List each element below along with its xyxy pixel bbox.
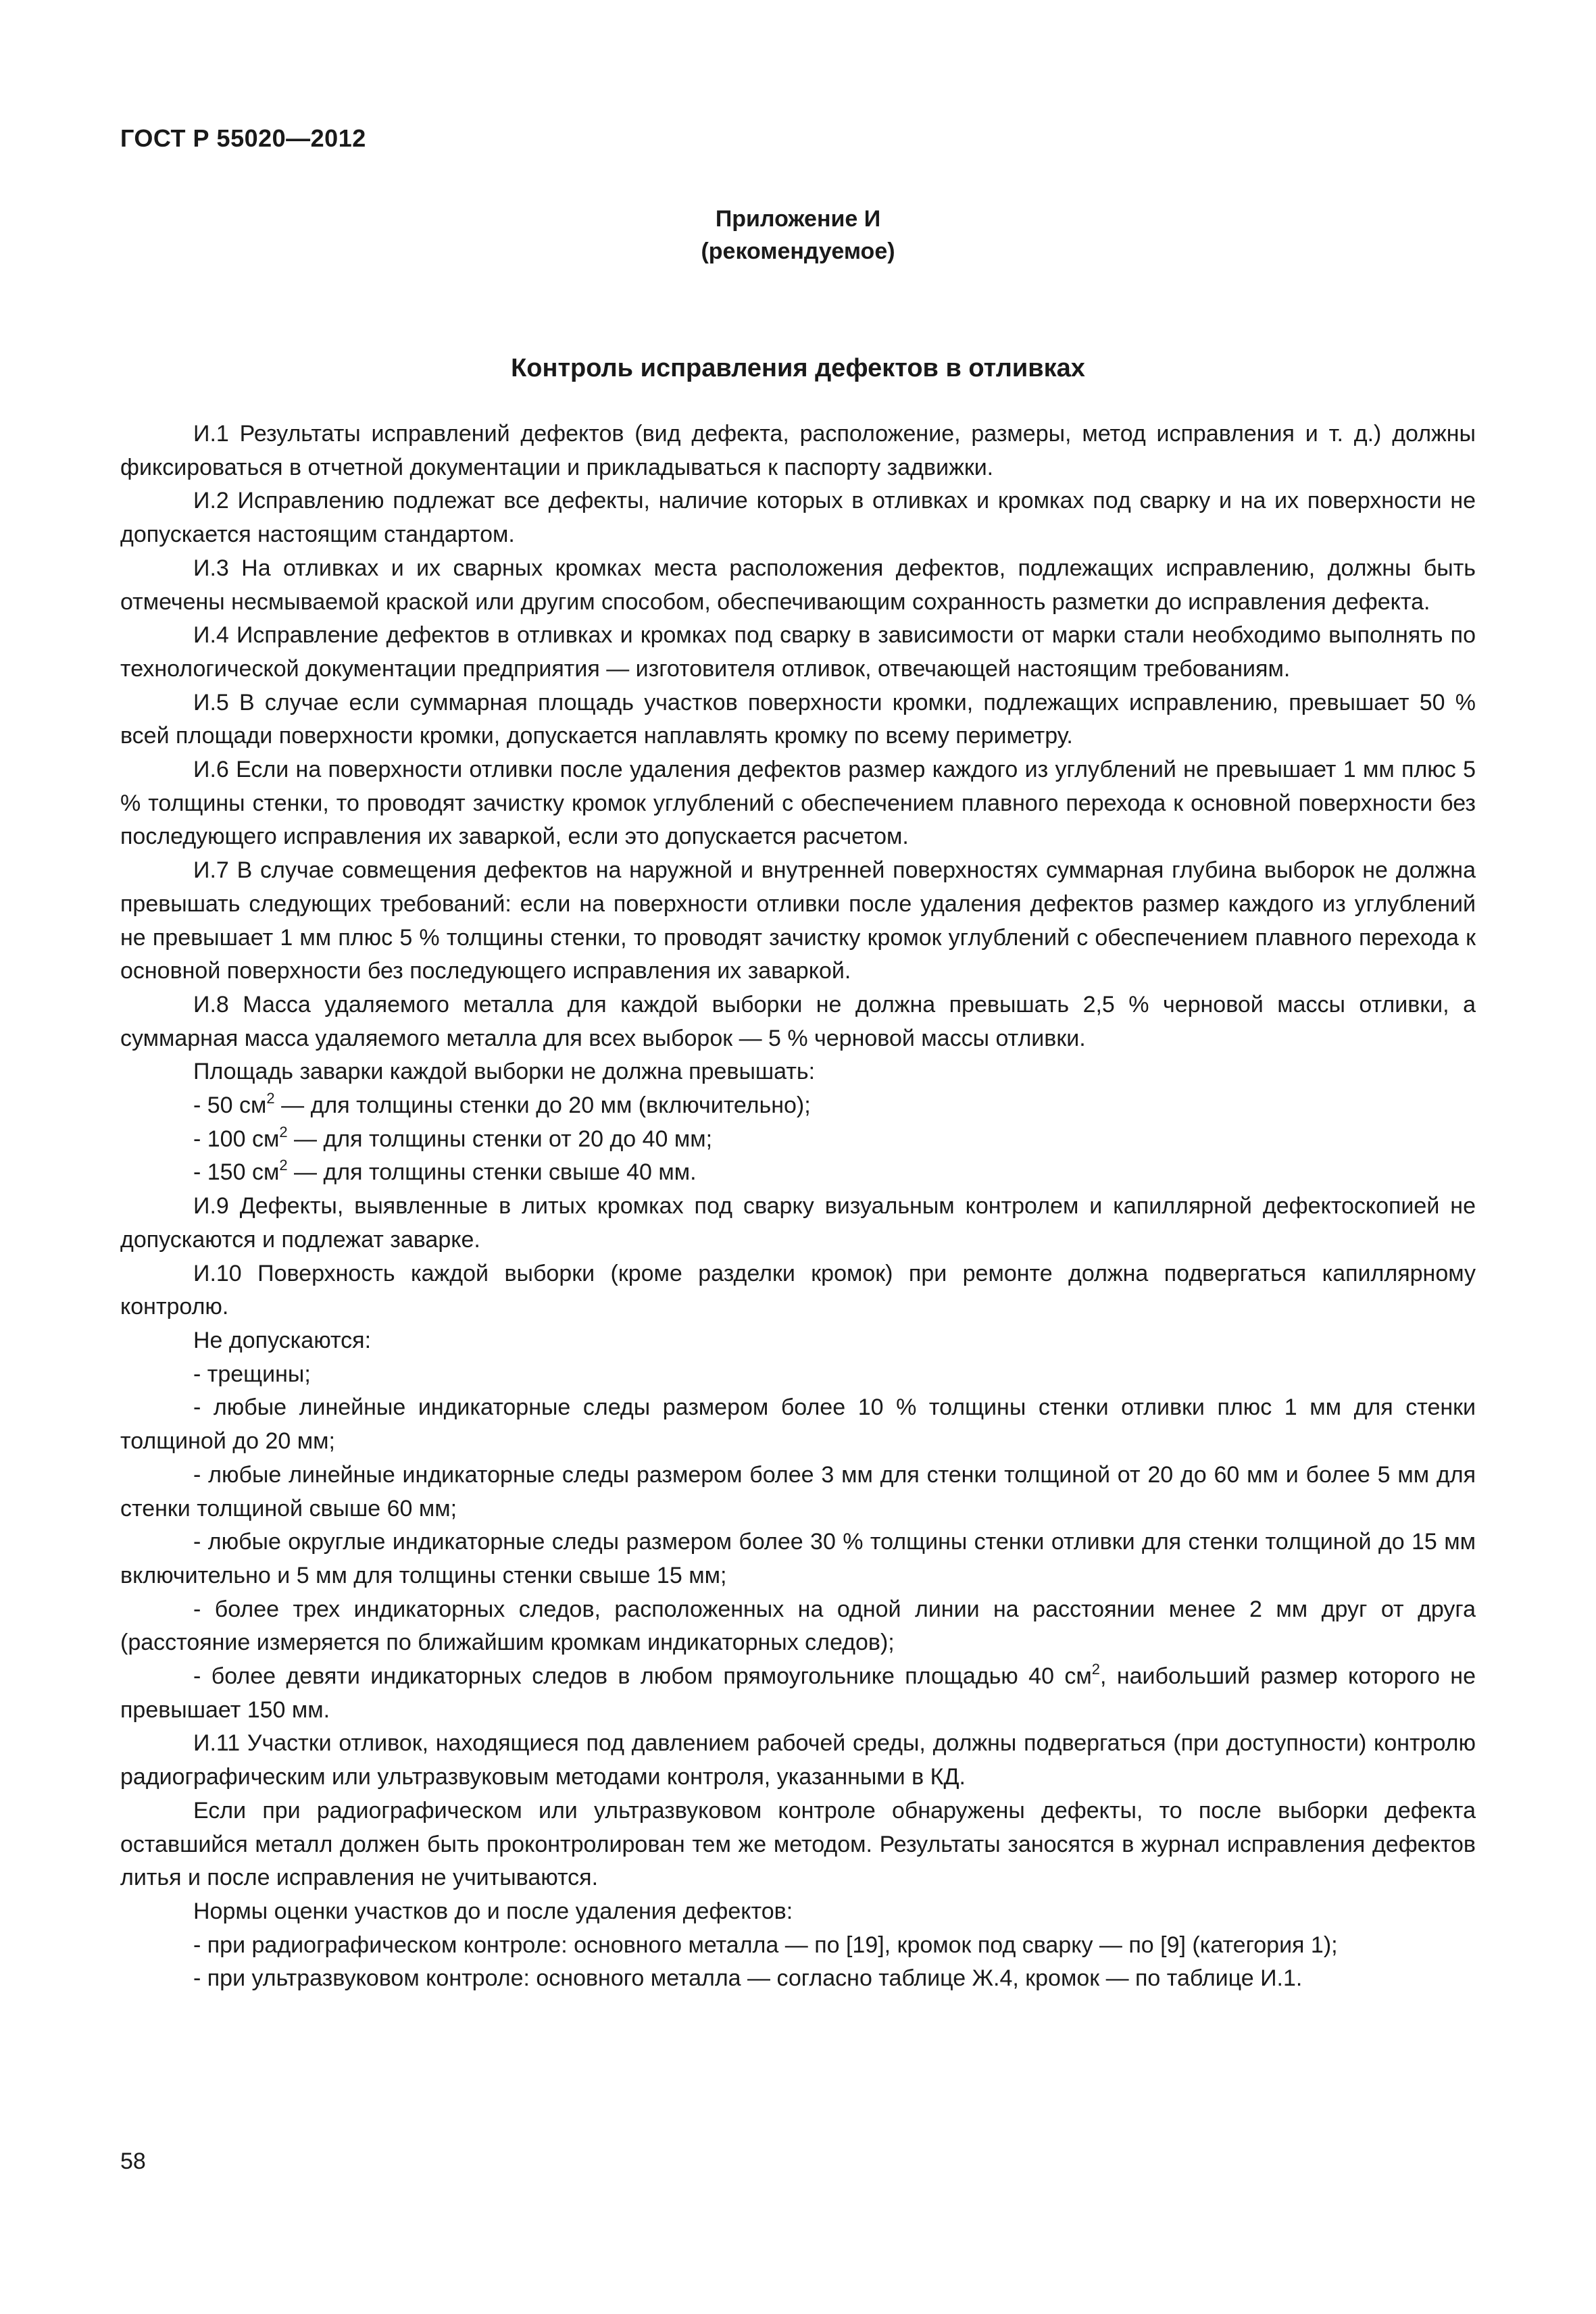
paragraph: И.6 Если на поверхности отливки после удаления дефектов размер каждого из углублений не превышает 1 мм плюс 5 % толщины стенки, то проводят зачистку кромок углублений с обеспечением плавного перехода к основной поверхности без последующего исправления их заваркой, если это допускается расчетом. (120, 757, 1476, 850)
paragraph: И.9 Дефекты, выявленные в литых кромках под сварку визуальным контролем и капиллярной дефектоскопией не допускаются и подлежат заварке. (120, 1193, 1476, 1253)
list-item: - любые линейные индикаторные следы размером более 3 мм для стенки толщиной от 20 до 60 мм и более 5 мм для стенки толщиной свыше 60 мм; (120, 1461, 1476, 1521)
standard-header: ГОСТ Р 55020—2012 (120, 124, 366, 152)
appendix-heading (0, 203, 1596, 268)
paragraph: И.2 Исправлению подлежат все дефекты, наличие которых в отливках и кромках под сварку и на их поверхности не допускается настоящим стандартом. (120, 488, 1476, 548)
appendix-label: Приложение И (715, 206, 881, 232)
list-item: - любые линейные индикаторные следы размером более 10 % толщины стенки отливки плюс 1 мм для стенки толщиной до 20 мм; (120, 1394, 1476, 1455)
paragraph: Площадь заварки каждой выборки не должна превышать: (193, 1059, 816, 1085)
area-limit-item: - 50 $см^2$ — для толщины стенки до 20 мм (включительно); (193, 1090, 811, 1119)
paragraph: Нормы оценки участков до и после удаления дефектов: (193, 1898, 793, 1924)
appendix-status: (рекомендуемое) (701, 238, 895, 264)
paragraph: И.1 Результаты исправлений дефектов (вид дефекта, расположение, размеры, метод исправления и т. д.) должны фиксироваться в отчетной документации и прикладываться к паспорту задвижки. (120, 421, 1476, 480)
paragraph: И.3 На отливках и их сварных кромках места расположения дефектов, подлежащих исправлению, должны быть отмечены несмываемой краской или другим способом, обеспечивающим сохранность разметки до исправления дефекта. (120, 555, 1476, 615)
area-limit-item: - 100 $см^2$ — для толщины стенки от 20 до 40 мм; (193, 1123, 713, 1152)
paragraph: Не допускаются: (193, 1327, 372, 1353)
paragraph: И.10 Поверхность каждой выборки (кроме разделки кромок) при ремонте должна подвергаться капиллярному контролю. (120, 1260, 1476, 1320)
paragraph: Если при радиографическом или ультразвуковом контроле обнаружены дефекты, то после выборки дефекта оставшийся металл должен быть проконтролирован тем же методом. Результаты заносятся в журнал исправления дефектов литья и после исправления не учитываются. (120, 1797, 1476, 1891)
paragraph: И.5 В случае если суммарная площадь участков поверхности кромки, подлежащих исправлению, превышает 50 % всей площади поверхности кромки, допускается наплавлять кромку по всему периметру. (120, 689, 1476, 749)
list-item: - трещины; (193, 1361, 311, 1387)
page-number: 58 (120, 2148, 146, 2174)
document-body (120, 418, 1476, 1996)
paragraph: И.4 Исправление дефектов в отливках и кромках под сварку в зависимости от марки стали необходимо выполнять по технологической документации предприятия — изготовителя отливок, отвечающей настоящим требованиям. (120, 622, 1476, 682)
list-item: - при ультразвуковом контроле: основного металла — согласно таблице Ж.4, кромок — по таблице И.1. (193, 1965, 1303, 1992)
section-title: Контроль исправления дефектов в отливках (511, 354, 1085, 382)
list-item: - при радиографическом контроле: основного металла — по [19], кромок под сварку — по [9] (категория 1); (193, 1932, 1338, 1958)
list-item: - любые округлые индикаторные следы размером более 30 % толщины стенки отливки для стенки толщиной до 15 мм включительно и 5 мм для толщины стенки свыше 15 мм; (120, 1529, 1476, 1588)
list-item: - более трех индикаторных следов, расположенных на одной линии на расстоянии менее 2 мм друг от друга (расстояние измеряется по ближайшим кромкам индикаторных следов); (120, 1596, 1476, 1656)
paragraph: И.7 В случае совмещения дефектов на наружной и внутренней поверхностях суммарная глубина выборок не должна превышать следующих требований: если на поверхности отливки после удаления дефектов размер каждого из углублений не превышает 1 мм плюс 5 % толщины стенки, то проводят зачистку кромок углублений с обеспечением плавного перехода к основной поверхности без последующего исправления их заваркой. (120, 857, 1476, 984)
paragraph: И.8 Масса удаляемого металла для каждой выборки не должна превышать 2,5 % черновой массы отливки, а суммарная масса удаляемого металла для всех выборок — 5 % черновой массы отливки. (120, 991, 1476, 1051)
area-limit-item: - 150 $см^2$ — для толщины стенки свыше 40 мм. (193, 1157, 697, 1186)
list-item: - более девяти индикаторных следов в любом прямоугольнике площадью 40 $см^2$, наибольший размер которого не превышает 150 мм. (120, 1661, 1476, 1723)
paragraph: И.11 Участки отливок, находящиеся под давлением рабочей среды, должны подвергаться (при доступности) контролю радиографическим или ультразвуковым методами контроля, указанными в КД. (120, 1730, 1476, 1790)
